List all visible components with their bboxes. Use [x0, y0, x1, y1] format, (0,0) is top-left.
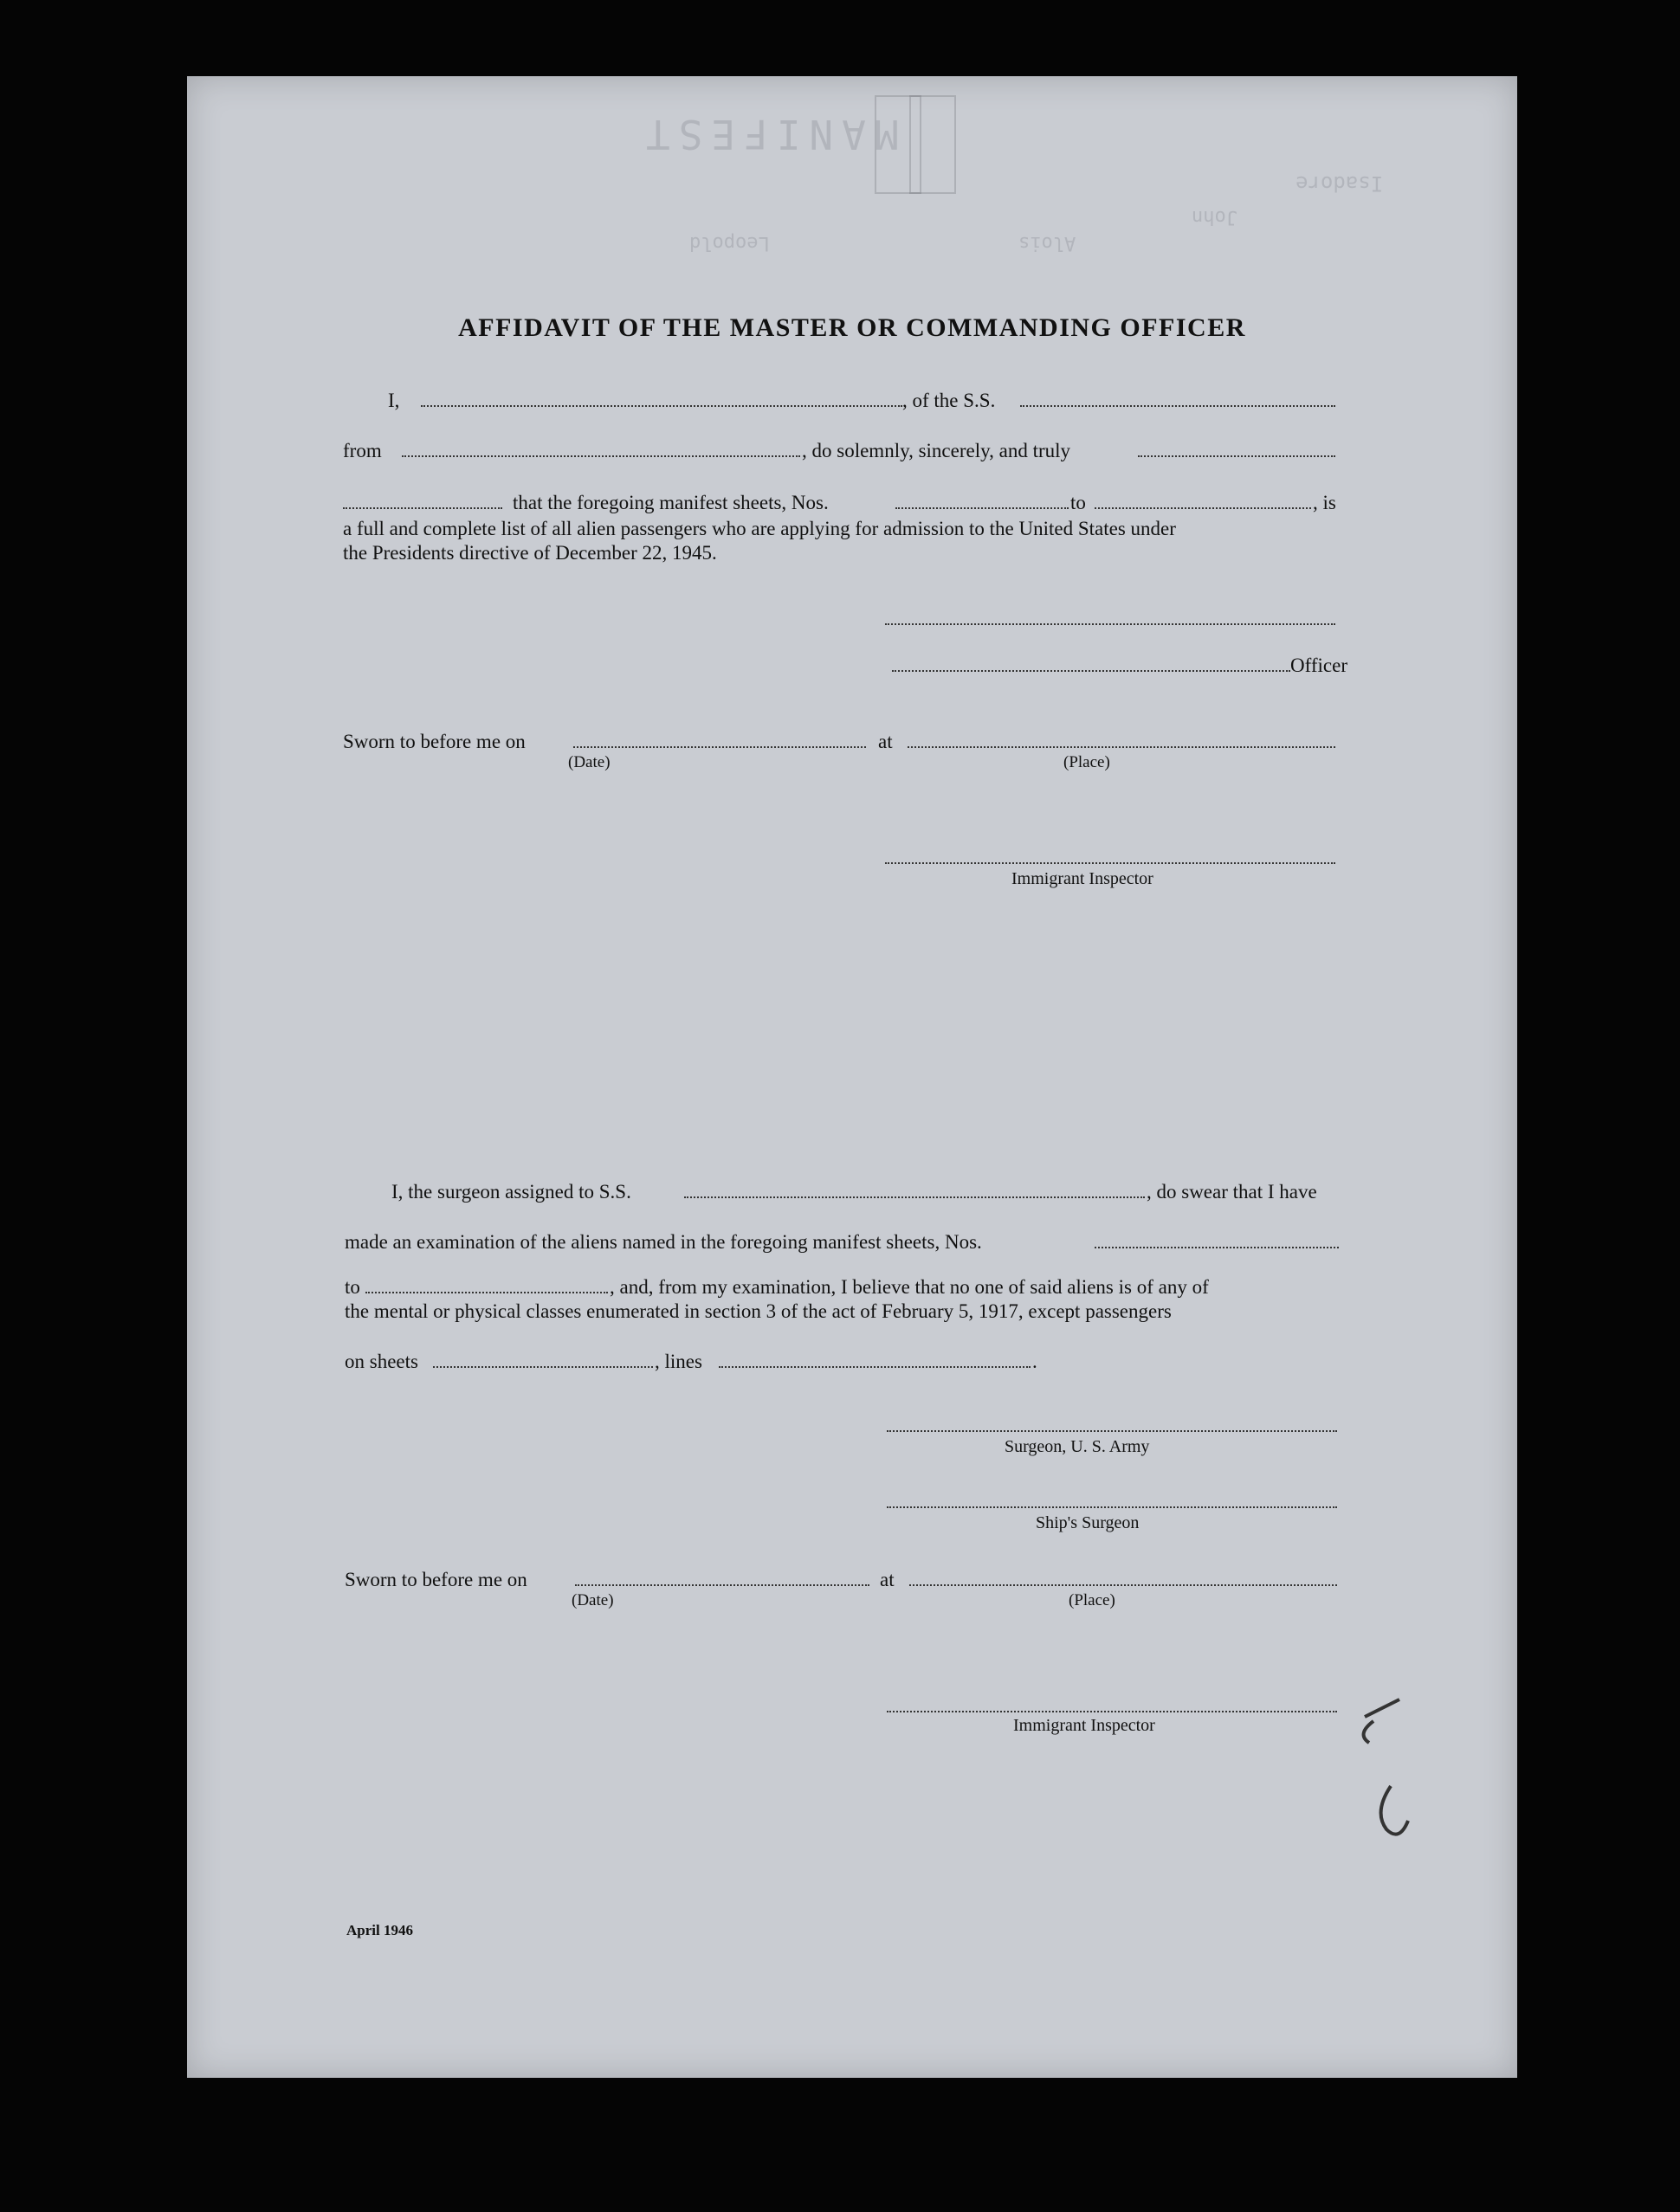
surgeon-line5-end: . — [1032, 1351, 1037, 1372]
master-line3-end: , is — [1313, 492, 1336, 513]
army-surgeon-label: Surgeon, U. S. Army — [1005, 1437, 1150, 1456]
surgeon-line2: made an examination of the aliens named in the foregoing manifest sheets, Nos. — [345, 1231, 982, 1253]
footer-date: April 1946 — [346, 1922, 413, 1938]
surgeon-line4: the mental or physical classes enumerated in section 3 of the act of February 5, 1917, except passengers — [345, 1300, 1172, 1322]
master-line1-mid: , of the S.S. — [902, 390, 996, 411]
master-inspector-label: Immigrant Inspector — [1011, 869, 1153, 888]
surgeon-place-label: (Place) — [1069, 1591, 1115, 1609]
master-place-label: (Place) — [1063, 753, 1110, 771]
surgeon-sworn-date-field[interactable] — [575, 1584, 869, 1586]
master-signature-line[interactable] — [885, 623, 1335, 625]
surgeon-sworn-place-field[interactable] — [909, 1584, 1337, 1586]
master-line5: the Presidents directive of December 22, 1945. — [343, 542, 717, 564]
surgeon-line1-prefix: I, the surgeon assigned to S.S. — [391, 1181, 631, 1203]
surgeon-sheets-from-field[interactable] — [1095, 1247, 1339, 1248]
surgeon-inspector-label: Immigrant Inspector — [1013, 1716, 1155, 1735]
surgeon-sheets-to-field[interactable] — [365, 1292, 608, 1293]
surgeon-line1-end: , do swear that I have — [1147, 1181, 1317, 1203]
surgeon-sworn-prefix: Sworn to before me on — [345, 1569, 527, 1590]
handwritten-mark — [1339, 1682, 1443, 1855]
ship-name-field[interactable] — [1020, 405, 1335, 407]
master-inspector-signature-line[interactable] — [885, 862, 1335, 864]
master-line2-mid: , do solemnly, sincerely, and truly — [802, 440, 1071, 461]
manifest-sheet-from-field[interactable] — [895, 507, 1069, 509]
master-sworn-prefix: Sworn to before me on — [343, 731, 526, 752]
ships-surgeon-label: Ship's Surgeon — [1036, 1513, 1140, 1532]
master-sworn-at: at — [878, 731, 893, 752]
master-line3-to: to — [1070, 492, 1086, 513]
master-sworn-date-field[interactable] — [573, 746, 866, 748]
departure-port-field[interactable] — [402, 455, 800, 457]
surgeon-line5-mid: , lines — [655, 1351, 702, 1372]
exception-lines-field[interactable] — [719, 1366, 1031, 1368]
manifest-sheet-to-field[interactable] — [1095, 507, 1311, 509]
document-page: MANIFEST Isadore John Alois Leopold AFFIDAVIT OF THE MASTER OR COMMANDING OFFICER I, , of the S.S. from , do solemnly, sincerely, and truly that the foregoing manifest sheets, Nos. to , is a full and complete list of all alien passengers who are applying for admission to the United States under the Presidents directive of December 22, 1945. Officer Sworn to before me on at (Date) (Place) Immigrant Inspector I, the surgeon assigned to S.S. , do swear that I have made an examination of the aliens named in the foregoing manifest sheets, Nos. to , and, from my examination, I believe that no one of said aliens is of any of the mental or physical classes enumerated in section 3 of the act of February 5, 1917, except passengers on sheets , lines . Surgeon, U. S. Army Ship's Surgeon Sworn to before me on at (Date) (Place) Immigrant Inspector April 1946 — [187, 76, 1517, 2078]
oath-word-field[interactable] — [1138, 455, 1335, 457]
ships-surgeon-signature-line[interactable] — [887, 1506, 1337, 1508]
surgeon-sworn-at: at — [880, 1569, 895, 1590]
master-name-field[interactable] — [421, 405, 902, 407]
exception-sheets-field[interactable] — [433, 1366, 653, 1368]
master-line4: a full and complete list of all alien passengers who are applying for admission to the United States under — [343, 518, 1176, 539]
surgeon-line5-prefix: on sheets — [345, 1351, 418, 1372]
surgeon-date-label: (Date) — [572, 1591, 614, 1609]
surgeon-line3-prefix: to — [345, 1276, 360, 1298]
master-sworn-place-field[interactable] — [908, 746, 1335, 748]
page-title: AFFIDAVIT OF THE MASTER OR COMMANDING OFFICER — [458, 313, 1246, 342]
master-line2-prefix: from — [343, 440, 382, 461]
master-line3-mid: that the foregoing manifest sheets, Nos. — [513, 492, 829, 513]
master-line1-prefix: I, — [388, 390, 400, 411]
oath-continuation-field[interactable] — [343, 507, 502, 509]
officer-signature-line[interactable] — [892, 670, 1290, 672]
officer-label: Officer — [1290, 655, 1347, 676]
master-date-label: (Date) — [568, 753, 611, 771]
surgeon-inspector-signature-line[interactable] — [887, 1711, 1337, 1712]
surgeon-ship-field[interactable] — [684, 1196, 1145, 1198]
surgeon-line3-end: , and, from my examination, I believe that no one of said aliens is of any of — [610, 1276, 1209, 1298]
army-surgeon-signature-line[interactable] — [887, 1430, 1337, 1432]
